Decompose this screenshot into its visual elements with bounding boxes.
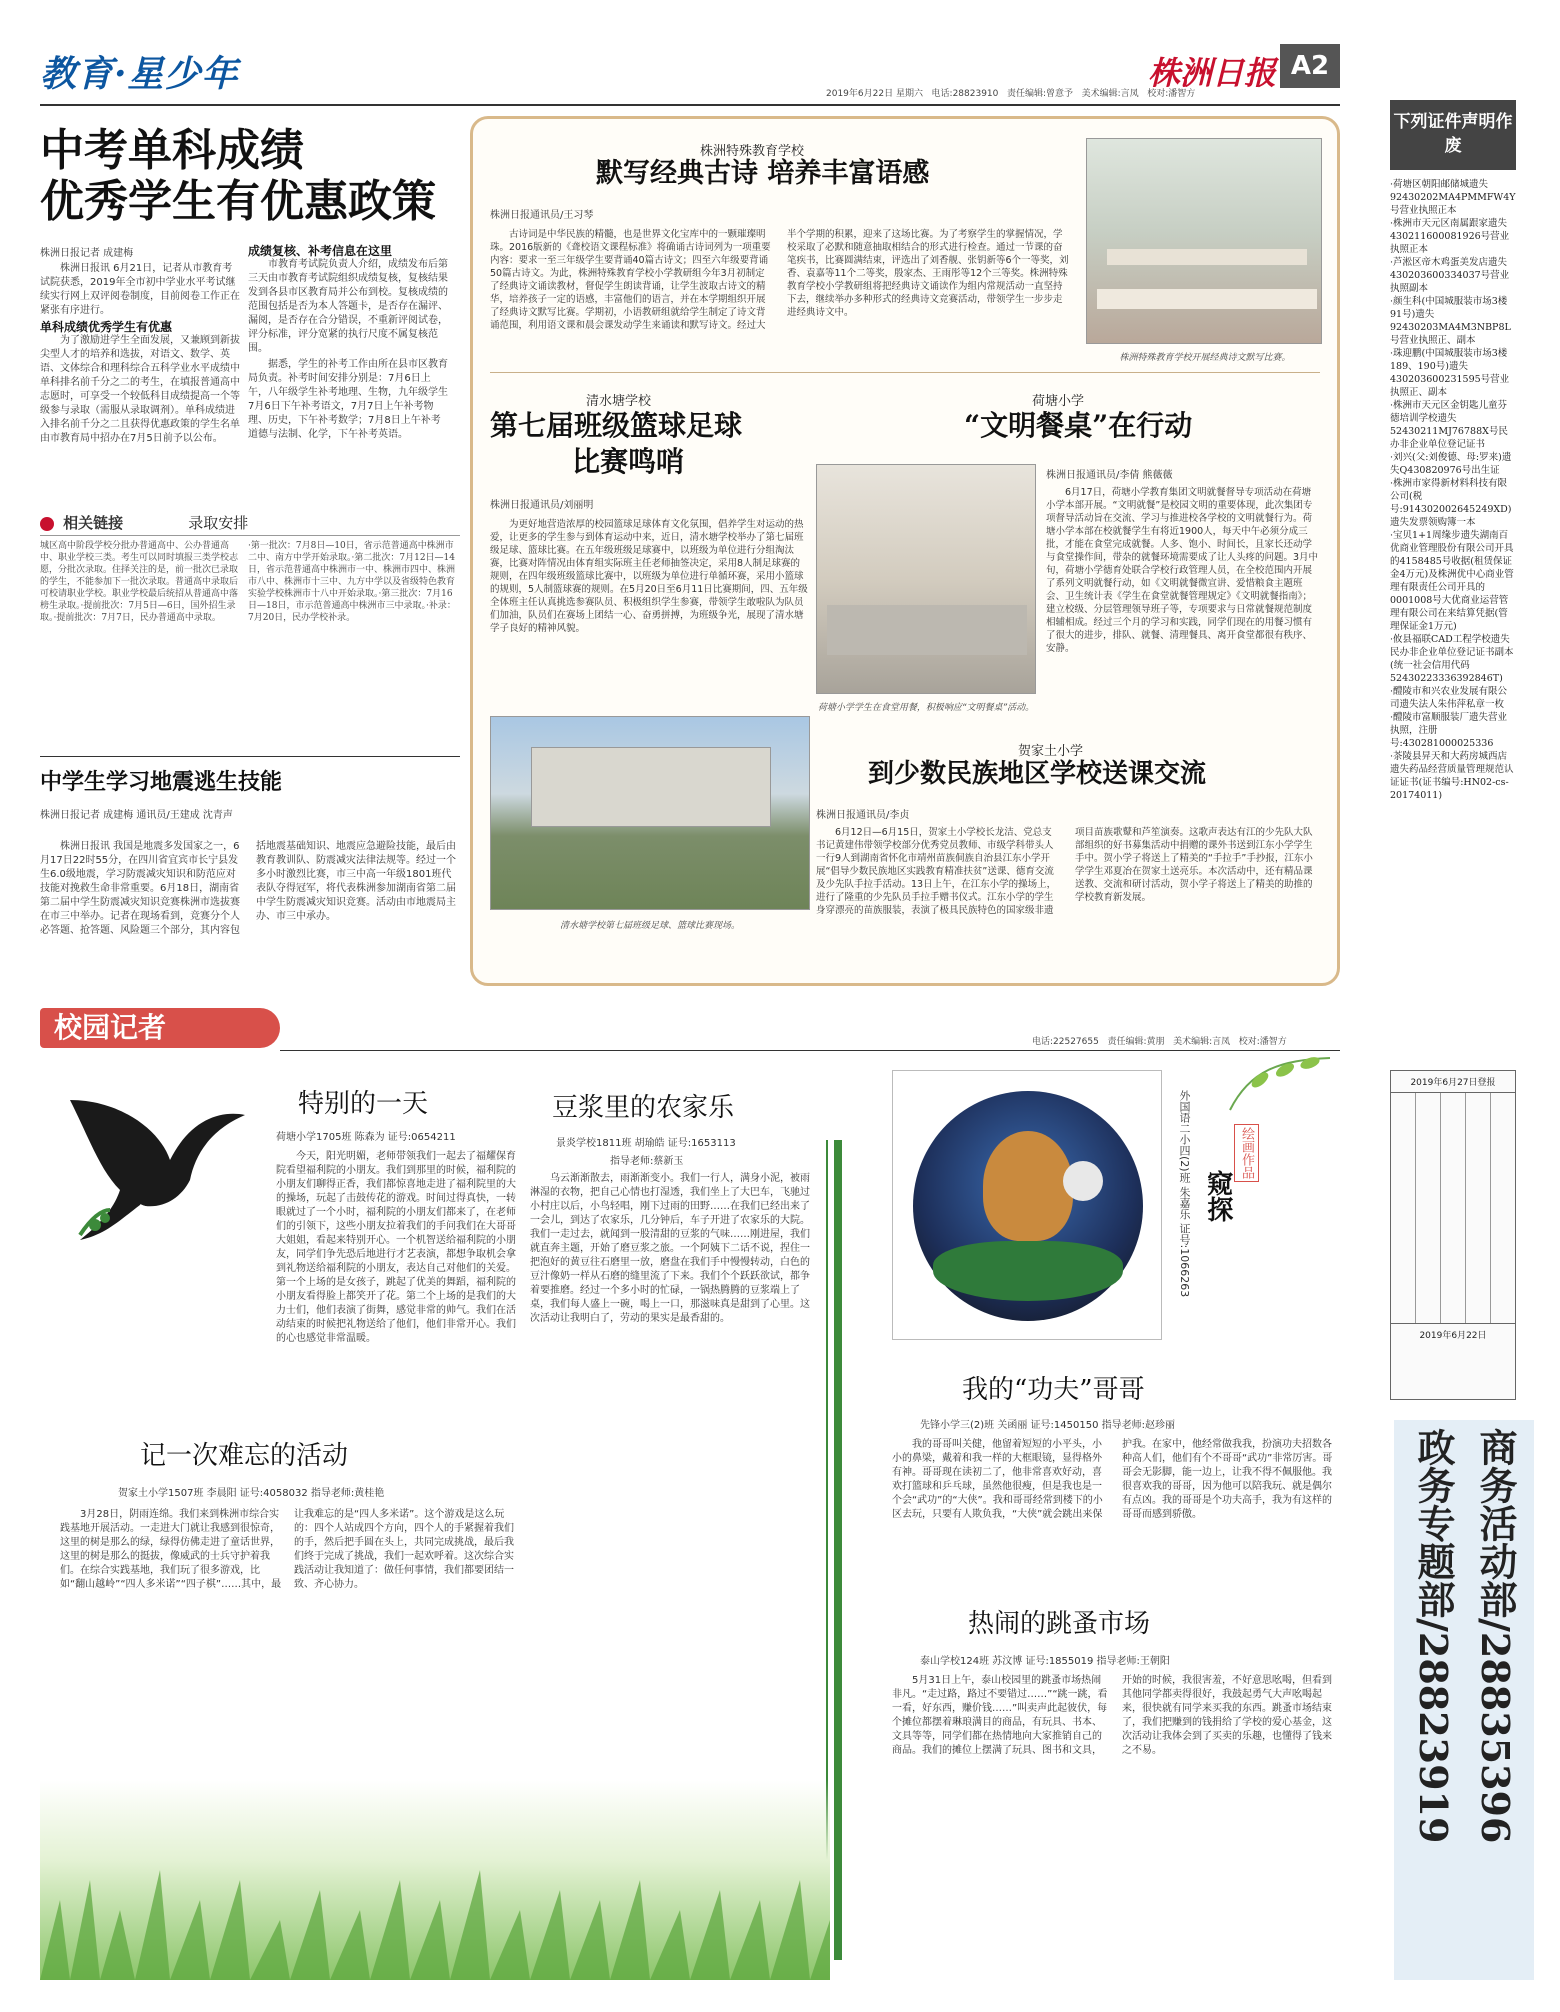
painting-artwork	[913, 1091, 1143, 1321]
qingshui-byline: 株洲日报通讯员/刘丽明	[490, 500, 594, 511]
doujiang-byline: 景炎学校1811班 胡瑜皓 证号:1653113	[556, 1138, 736, 1149]
ad-government-line: 政务专题部/28823919	[1411, 1428, 1456, 1844]
art-author: 外国语二小四(2)班 朱嘉乐 证号:1066263	[1178, 1090, 1191, 1298]
teshu-caption: 株洲特殊教育学校开展经典诗文默写比赛。	[1119, 353, 1291, 363]
art-title: 窥探	[1202, 1170, 1233, 1222]
notice-item: ·珠迎鹏(中国城服装市场3楼189、190号)遗失430203600231595号营业执照正、副本	[1390, 348, 1510, 398]
teshu-title: 默写经典古诗 培养丰富语感	[596, 158, 930, 189]
gongfu-title: 我的“功夫”哥哥	[962, 1375, 1145, 1405]
hejiatu-school: 贺家土小学	[1018, 744, 1084, 759]
notice-footer-date: 2019年6月22日	[1391, 1323, 1515, 1345]
qingshui-caption: 清水塘学校第七届班级足球、篮球比赛现场。	[559, 921, 740, 931]
notice-stamp-text: 2019年6月27日登报	[1391, 1071, 1515, 1093]
quake-rule	[40, 756, 460, 757]
qingshui-body: 为更好地营造浓厚的校园篮球足球体育文化氛围，倡养学生对运动的热爱，让更多的学生参与到体育运动中来，近日，清水塘学校举办了第七届班级足球、篮球比赛。在五年级班级足球赛中，以班级为单位进行分组淘汰赛，比赛对阵情况由体育组实际班主任老师抽签决定，采用8人制足球赛的规则，在四年级班级篮球比赛中，以班级为单位进行单循环赛，采用小篮球的规则，5人制篮球赛的规则。在5月20日至6月11日比赛期间，四、五年级全体班主任认真挑选参赛队员、积极组织学生参赛，带领学生敢啦队为队员们加油，队员们在赛场上团结一心、奋勇拼搏，为班级争光，展现了清水塘学子良好的精神风貌。	[490, 519, 808, 634]
notice-item: ·株洲市家得新材料科技有限公司(税号:914302002645249XD)遗失发票领购簿一本	[1390, 478, 1512, 528]
notice-item: ·宝贝1+1周缘步遗失湖南百优商业管理股份有限公司开具的4158485号收据(租赁保证金4万元)及株洲优中心商业管理有限责任公司开具的0001008号大优商业运营管理有限公司在来结算凭据(管理保证金1万元)	[1390, 530, 1514, 632]
page-number: A2	[1280, 44, 1340, 88]
masthead-dateline: 2019年6月22日 星期六 电话:28823910 责任编辑:曾意予 美术编辑:言凤 校对:潘智方	[826, 89, 1196, 99]
section-logo	[40, 46, 270, 96]
notice-item: ·茶陵县昇天和大药房城西店遗失药品经营质量管理规范认证证书(证书编号:HN02-cs-20174011)	[1390, 751, 1514, 801]
box-rule-1	[490, 372, 1320, 373]
teshu-school: 株洲特殊教育学校	[700, 144, 805, 159]
teshu-photo-desk-row	[1107, 249, 1307, 265]
main-byline: 株洲日报记者 成建梅	[40, 248, 134, 259]
related-link-left: 城区高中阶段学校分批办普通高中、公办普通高中、职业学校三类。考生可以同时填报三类学校志愿，分批次录取。住择关注的是，前一批次已录取的学生，不能参加下一批次录取。普通高中录取后可校请职业学校。职业学校最后统招从普通高中落榜生录取。·提前批次：7月5日—6日，国外招生录取。·提前批次：7月7日，民办普通高中录取。	[40, 541, 239, 623]
teshu-photo	[1086, 138, 1322, 344]
qingshui-photo-building	[531, 747, 771, 827]
section-logo-text: 教育·星少年	[40, 53, 239, 95]
hetang-byline: 株洲日报通讯员/李倩 熊薇薇	[1046, 470, 1173, 481]
doujiang-teacher: 指导老师:蔡新玉	[610, 1156, 684, 1167]
teshu-body: 古诗词是中华民族的精髓，也是世界文化宝库中的一颗璀璨明珠。2016版新的《聋校语文课程标准》将确诵古诗词列为一项重要内容：要求一至三年级学生要背诵40篇古诗文；四至六年级要背诵50篇古诗文。为此，株洲特殊教育学校小学教研组今年3月初制定了经典诗文诵读教材，督促学生朗读背诵，让学生波取古诗文的精华，培养孩子一定的语感，丰富他们的语言，并在本学期组织开展了经典诗文默写比赛。学期初，小语教研组就给学生制定了诗文背诵范围，利用语文课和晨会课发动学生来诵读和默写诗文。经过大半个学期的积累，迎来了这场比赛。为了考察学生的掌握情况，学校采取了必默和随意抽取相结合的形式进行检查。通过一节课的奋笔疾书，比赛圆满结束，评选出了刘香舰、张钥新等6个一等奖，刘香、袁嘉等11个二等奖，殷家杰、王雨彤等12个三等奖。株洲特殊教育学校小学教研组将把经典诗文诵读作为组内常规活动一直坚持下去，继续举办多种形式的经典诗文竞赛活动，带领学生一步步走进经典诗文中。	[490, 229, 1069, 331]
teibie-title: 特别的一天	[298, 1089, 429, 1119]
painting-bird	[983, 1131, 1073, 1241]
painting-leaves	[933, 1241, 1123, 1301]
notice-stamp-block	[1390, 1070, 1516, 1400]
leaf-decoration	[1220, 1050, 1340, 1120]
notice-item: ·芦淞区帝木鸡蛋美发店遗失430203600334037号营业执照副本	[1390, 257, 1510, 294]
subhead-1: 单科成绩优秀学生有优惠	[40, 320, 173, 334]
main-body: 株洲日报讯 6月21日，记者从市教育考试院获悉，2019年全市初中学业水平考试继续实行网上双评阅卷制度，目前阅卷工作正在紧张有序进行。 单科成绩优秀学生有优惠 为了激励进学生全面发展，又兼顾到新拔尖型人才的培养和选拔，对语文、数学、英语、文体综合和理科综合五科学业水平成绩中单科排名前千分之二的考生，在填报普通高中志愿时，可享受一个较低科目成绩提高一个等级参与录取（需服从录取调剂）。单科成绩进入排名前千分之二且获得优惠政策的学生名单由市教育局中招办在7月5日前予以公布。	[40, 263, 240, 444]
grass-decoration	[40, 1780, 830, 1980]
main-headline-line2: 优秀学生有优惠政策	[40, 175, 436, 227]
tiaozao-byline: 泰山学校124班 苏汶博 证号:1855019 指导老师:王朝阳	[920, 1656, 1170, 1667]
hetang-photo	[816, 464, 1036, 694]
gongfu-byline: 先锋小学三(2)班 关函丽 证号:1450150 指导老师:赵珍丽	[920, 1420, 1175, 1431]
related-link-right: ·第一批次：7月8日—10日，省示范普通高中株洲市二中、南方中学开始录取。·第二批次：7月12日—14日，省示范普通高中株洲市一中、株洲市四中、株洲市八中、株洲市十三中、九方中学以及省级特色教育实验学校株洲市十八中开始录取。·第三批次：7月16日—18日，市示范普通高中株洲市三中录取。·补录：7月20日，民办学校补录。	[248, 541, 456, 623]
quake-byline: 株洲日报记者 成建梅 通讯员/王建成 沈青声	[40, 810, 233, 821]
teibie-body-lower	[60, 1290, 516, 1460]
paper-name: 株洲日报	[1148, 54, 1277, 92]
related-link-icon	[40, 517, 54, 531]
jiyici-byline: 贺家土小学1507班 李晨阳 证号:4058032 指导老师:黄桂艳	[118, 1488, 385, 1499]
green-divider	[834, 1140, 842, 1960]
quake-title: 中学生学习地震逃生技能	[40, 769, 283, 795]
quake-body: 株洲日报讯 我国是地震多发国家之一，6月17日22时55分，在四川省宜宾市长宁县发生6.0级地震，学习防震减灾知识和防范应对技能对挽救生命非常重要。6月18日，湖南省第二届中学生防震减灾知识竞赛株洲市选拔赛在市三中举办。记者在现场看到，竞赛分个人必答题、抢答题、风险题三个部分，其内容包括地震基础知识、地震应急避险技能，最后由教育教训队、防震减灾法律法规等。经过一个多小时激烈比赛，市三中高一年级1801班代表队夺得冠军，将代表株洲参加湖南省第二届中学生防震减灾知识竞赛。活动由市地震局主办、市三中承办。	[40, 841, 456, 936]
vertical-ad	[1394, 1420, 1534, 1980]
campus-rule	[280, 1050, 1340, 1051]
masthead-rule	[40, 104, 1340, 106]
teibie-byline: 荷塘小学1705班 陈森为 证号:0654211	[276, 1132, 456, 1143]
doujiang-title: 豆浆里的农家乐	[552, 1093, 735, 1123]
main-body-col2: 成绩复核、补考信息在这里 市教育考试院负责人介绍，成绩发布后第三天由市教育考试院组织成绩复核，复核结果发到各县市区教育局并公布到校。复核成绩的范围包括是否为本人答题卡，是否存在漏评、漏阅，是否存在合分错误，不重新评阅试卷，评分标准，评分宽紧的执行尺度不属复核范围。 据悉，学生的补考工作由所在县市区教育局负责。补考时间安排分别是：7月6日上午，八年级学生补考地理、生物，九年级学生7月6日下午补考语文，7月7日上午补考物理、历史，下午补考数学；7月8日上午补考道德与法制、化学，下午补考英语。	[248, 244, 448, 440]
tiaozao-title: 热闹的跳蚤市场	[968, 1609, 1151, 1639]
notice-item: ·荷塘区朝阳邮储城遗失92430202MA4PMMFW4Y号营业执照正本	[1390, 179, 1516, 216]
notice-item: ·醴陵市和兴农业发展有限公司遗失法人朱伟萍私章一枚	[1390, 686, 1508, 710]
hejiatu-body: 6月12日—6月15日，贺家土小学校长龙洁、党总支书记黄建伟带领学校部分优秀党员教师、市级学科带头人一行9人到湖南省怀化市靖州苗族侗族自治县江东小学开展“倡导少数民族地区实践教育精准扶贫”送课、德育交流及少先队手拉手活动。13日上午，在江东小学的操场上，进行了隆重的少先队员手拉手赠书仪式。江东小学的学生身穿漂亮的苗族服装，表演了极具民族特色的国家级非遗项目苗族歌鼙和芦笙演奏。这歌声表达有江的少先队大队部组织的好书募集活动中捐赠的课外书送到江东小学学生手中。贺小学子将送上了精美的“手拉手”手抄报，江东小学学生邓夏冶在贺家土送亮乐。本次活动中，还有精品课送教、交流和研讨活动，贺小学子将送上了精美的助推的学校教育新发展。	[816, 827, 1313, 916]
hejiatu-title: 到少数民族地区学校送课交流	[868, 759, 1207, 789]
qingshui-title-2: 比赛鸣哨	[572, 445, 685, 478]
notice-item: ·刘兴(父:刘俊德、母:罗来)遗失Q430820976号出生证	[1390, 452, 1512, 476]
related-link-header: 相关链接 录取安排	[40, 512, 460, 536]
ad-commerce-line: 商务活动部/28835396	[1473, 1428, 1518, 1844]
qingshui-photo	[490, 716, 810, 910]
hetang-school: 荷塘小学	[1032, 394, 1085, 409]
notice-item: ·株洲市天元区金钥匙儿童芬德培训学校遗失52430211MJ76788X号民办非企业单位登记证书	[1390, 400, 1508, 450]
painting-frame	[892, 1070, 1162, 1340]
notice-list	[1390, 178, 1516, 1008]
tiaozao-body: 5月31日上午，泰山校园里的跳蚤市场热闹非凡。“走过路，路过不要错过……”“跳一跳，看一看，好东西，赚价钱……”叫卖声此起彼伏，每个摊位都摆着琳琅满目的商品，有玩具、书本、文具等等，同学们都在热情地向大家推销自己的商品。我们的摊位上摆满了玩具、图书和文具，开始的时候，我很害羞，不好意思吆喝，但看到其他同学都卖得很好，我鼓起勇气大声吆喝起来，很快就有同学来买我的东西。跳蚤市场结束了，我们把赚到的钱捐给了学校的爱心基金，这次活动让我体会到了买卖的乐趣，也懂得了钱来之不易。	[892, 1675, 1332, 1756]
notice-item: ·攸县福联CAD工程学校遗失民办非企业单位登记证书副本(统一社会信用代码52430223336392846T)	[1390, 634, 1514, 684]
hetang-title: “文明餐桌”在行动	[964, 409, 1193, 442]
swallow-illustration	[50, 1060, 250, 1250]
art-label: 绘画作品	[1234, 1124, 1259, 1182]
leaf-icon	[1220, 1050, 1340, 1120]
teshu-byline: 株洲日报通讯员/王习琴	[490, 210, 594, 221]
hetang-photo-table	[827, 605, 1027, 655]
painting-dandelion	[1063, 1161, 1103, 1201]
subhead-2: 成绩复核、补考信息在这里	[248, 244, 393, 258]
swallow-icon	[50, 1060, 250, 1250]
teshu-photo-desk-row	[1097, 289, 1317, 309]
qingshui-title-1: 第七届班级篮球足球	[490, 409, 743, 442]
qingshui-school: 清水塘学校	[586, 394, 652, 409]
grass-icon	[40, 1780, 830, 1980]
hejiatu-byline: 株洲日报通讯员/李贞	[816, 810, 910, 821]
notice-item: ·颜生科(中国城服装市场3楼91号)遗失92430203MA4M3NBP8L号营业执照正、副本	[1390, 296, 1511, 346]
main-headline-line1: 中考单科成绩	[40, 125, 304, 176]
jiyici-body: 3月28日，阴雨连绵。我们来到株洲市综合实践基地开展活动。一走进大门就让我感到很惊奇，这里的树是那么的绿，绿得仿佛走进了童话世界，这里的树是那么的挺拔，像威武的士兵守护着我们。在综合实践基地，我们玩了很多游戏，比如“翻山越岭”“四人多米诺”“四子棋”……其中，最让我难忘的是“四人多米诺”。这个游戏是这么玩的：四个人站成四个方向，四个人的手紧握着我们的手，然后把手圆在头上，共同完成挑战，最后我们终于完成了挑战，我们一起欢呼着。这次综合实践活动让我知道了：做任何事情，我们都要团结一致、齐心协力。	[60, 1509, 514, 1590]
doujiang-body: 乌云渐渐散去，雨渐渐变小。我们一行人，满身小泥，被雨淋湿的衣物，把自己心情也打湿透，我们坐上了大巴车，飞驰过小村庄以后，小鸟轻唱，刚下过雨的田野……在我们已经出来了一会儿，到达了农家乐，几分钟后，车子开进了农家乐的大院。我们一走过去，就闻到一股清甜的豆浆的气味……刚进屋，我们就直奔主题，开始了磨豆浆之旅。一个阿姨下二话不说，捏住一把泡好的黄豆往石磨里一放，磨盘在我们手中慢慢转动，白色的豆汁像奶一样从石磨的缝里流了下来。我们个个跃跃欲试，都争着要推磨。经过一个多小时的忙碌，一锅热腾腾的豆浆端上了桌，我们每人盛上一碗，喝上一口，那滋味真是甜到了心里。这次活动让我明白了，劳动的果实是最香甜的。	[530, 1173, 810, 1324]
notice-header: 下列证件声明作废	[1390, 100, 1516, 170]
hetang-caption: 荷塘小学学生在食堂用餐，积极响应“文明餐桌”活动。	[817, 703, 1035, 713]
notice-item: ·醴陵市富顺服装厂遗失营业执照，注册号:430281000025336	[1390, 712, 1508, 749]
hetang-body: 6月17日，荷塘小学教育集团文明就餐督导专项活动在荷塘小学本部开展。“文明就餐”是校园文明的重要体现，此次集团专项督导活动旨在交流、学习与推进校各学校的文明就餐行为。荷塘小学本部在校就餐学生有将近1900人，每天中午必须分成三批，才能在食堂完成就餐。人多、饱小、时间长，且家长还动学与食堂操作间，带杂的就餐环境需要成了让人头疼的问题。3月中旬，荷塘小学德育处联合学校行政管理人员，在全校范围内开展了系列文明就餐行动，如《文明就餐微宣讲、爱惜粮食主题班会、卫生统计表《学生在食堂就餐管理规定》《文明就餐指南》；建立校级、分层管理领导班子等，专项要求与日常就餐规范制度相辅相成。经过三个月的学习和实践，同学们现在的用餐习惯有了很大的进步，排队、就餐、清理餐具、离开食堂都很有秩序、安静。	[1046, 487, 1319, 654]
gongfu-body: 我的哥哥叫关健，他留着短短的小平头，小小的鼻梁，戴着和我一样的大框眼镜，显得格外有神。哥哥现在读初二了，他非常喜欢好动，喜欢打篮球和乒乓球，虽然他很瘦，但是我也是一个会“武功”的“大侠”。我和哥哥经常到楼下的小区去玩，只要有人欺负我，“大侠”就会跳出来保护我。在家中，他经常做我我，扮演功夫招数各种高人们，他们有个不哥哥“武功”非常厉害。哥哥会无影脚，能一边上，让我不得不佩服他。我很喜欢我的哥哥，因为他可以陪我玩、就是偶尔有点凶。我的哥哥是个功夫高手，我为有这样的哥哥而感到骄傲。	[892, 1439, 1333, 1520]
jiyici-title: 记一次难忘的活动	[140, 1441, 349, 1471]
campus-dateline: 电话:22527655 责任编辑:黄朋 美术编辑:言凤 校对:潘智方	[1032, 1037, 1287, 1047]
main-headline	[40, 126, 460, 227]
notice-item: ·株洲市天元区南属跟家遗失430211600081926号营业执照正本	[1390, 218, 1510, 255]
campus-tag: 校园记者	[40, 1008, 280, 1048]
teibie-body-upper: 今天，阳光明媚，老师带领我们一起去了福耀保育院看望福利院的小朋友。我们到那里的时候，福利院的小朋友们聊得正香，我们都惊喜地走进了福利院里的大的操场，玩起了击鼓传花的游戏。时间过得真快，一转眼就过了一个小时，福利院的小朋友们都来了，在老师们的引领下，这些小朋友拉着我们的手问我们在大哥哥大姐姐，看起来特别开心。一个机智送给福利院的小朋友，同学们争先恐后地进行才艺表演，都想争取机会拿到礼物送给福利院的小朋友，表达自己对他们的关爱。第一个上场的是女孩子，跳起了优美的舞蹈，福利院的小朋友看得脸上都笑开了花。第二个上场的是我们的大力士们，他们表演了街舞，感觉非常的帅气。我们在活动结束的时候把礼物送给了他们，他们非常开心。我们的心也感觉非常温暖。	[276, 1151, 516, 1344]
notice-stamp-table	[1391, 1093, 1515, 1323]
